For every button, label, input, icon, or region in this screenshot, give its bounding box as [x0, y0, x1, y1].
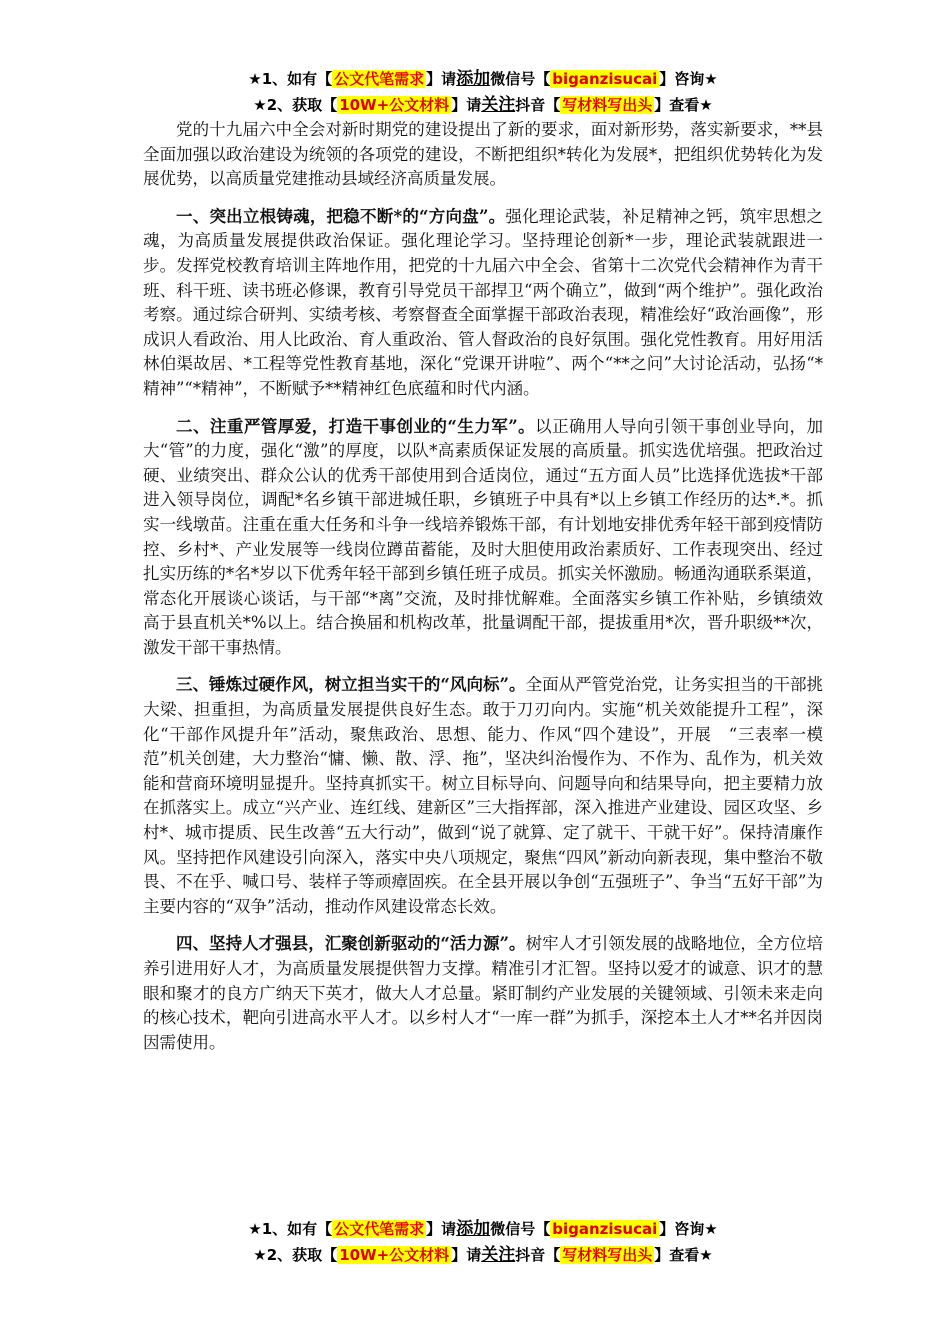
- promo-text: 】请: [426, 1220, 457, 1238]
- promo-highlight: 公文代笔需求: [334, 1220, 425, 1238]
- section-heading: 二、注重严管厚爱，打造干事创业的“生力军”。: [176, 416, 536, 436]
- section-heading: 三、锤炼过硬作风，树立担当实干的“风向标”。: [176, 675, 526, 695]
- promo-text: 】请: [451, 1246, 482, 1264]
- promo-text: 】咨询★: [659, 70, 718, 88]
- promo-text: ★2、获取【: [253, 96, 338, 114]
- promo-douyin-id: 写材料写出头: [562, 96, 653, 114]
- promo-line-2: [143, 92, 823, 118]
- promo-emphasis: 关注: [481, 1245, 516, 1265]
- promo-wechat-id: biganzisucai: [552, 70, 658, 88]
- section-body: 树牢人才引领发展的战略地位，全方位培养引进用好人才，为高质量发展提供智力支撑。精准引才汇智。坚持以爱才的诚意、识才的慧眼和聚才的良方广纳天下英才，做大人才总量。紧盯制约产业发展的关键领域、引领未来走向的核心技术，靶向引进高水平人才。以乡村人才“一库一群”为抓手，深挖本土人才**名并因岗因需使用。: [143, 934, 824, 1052]
- promo-emphasis: 添加: [456, 69, 491, 89]
- promo-text: ★1、如有【: [248, 70, 333, 88]
- promo-text: 】查看★: [654, 96, 713, 114]
- promo-text: 】请: [451, 96, 482, 114]
- promo-text: 】请: [426, 70, 457, 88]
- promo-text: 】查看★: [654, 1246, 713, 1264]
- promo-banner-bottom: [143, 1216, 823, 1268]
- promo-line-2: [143, 1242, 823, 1268]
- promo-text: ★1、如有【: [248, 1220, 333, 1238]
- section-body: 强化理论武装，补足精神之钙，筑牢思想之魂，为高质量发展提供政治保证。强化理论学习。坚持理论创新*一步，理论武装就跟进一步。发挥党校教育培训主阵地作用，把党的十九届六中全会、省第十二次党代会精神作为青干班、科干班、读书班必修课，教育引导党员干部捍卫“两个确立”，做到“两个维护”。强化政治考察。通过综合研判、实绩考核、考察督查全面掌握干部政治表现，精准绘好“政治画像”，形成识人看政治、用人比政治、育人重政治、管人督政治的良好氛围。强化党性教育。用好用活林伯渠故居、*工程等党性教育基地，深化“党课开讲啦”、两个“**之问”大讨论活动，弘扬“*精神”“*精神”，不断赋予**精神红色底蕴和时代内涵。: [143, 206, 823, 398]
- intro-paragraph: 党的十九届六中全会对新时期党的建设提出了新的要求，面对新形势，落实新要求，**县全面加强以政治建设为统领的各项党的建设，不断把组织*转化为发展*，把组织优势转化为发展优势，以高质量党建推动县域经济高质量发展。: [143, 120, 823, 189]
- section-heading: 四、坚持人才强县，汇聚创新驱动的“活力源”。: [176, 934, 526, 954]
- section-paragraph-2: [143, 415, 823, 661]
- section-paragraph-3: [143, 673, 823, 919]
- section-heading: 一、突出立根铸魂，把稳不断*的“方向盘”。: [176, 206, 506, 226]
- promo-text: 微信号【: [490, 1220, 551, 1238]
- promo-highlight: 10W+公文材料: [339, 96, 450, 114]
- promo-text: ★2、获取【: [253, 1246, 338, 1264]
- promo-banner-top: [143, 66, 823, 118]
- promo-line-1: [143, 1216, 823, 1242]
- promo-wechat-id: biganzisucai: [552, 1220, 658, 1238]
- section-paragraph-1: [143, 205, 823, 402]
- promo-highlight: 公文代笔需求: [334, 70, 425, 88]
- promo-line-1: [143, 66, 823, 92]
- section-body: 全面从严管党治党，让务实担当的干部挑大梁、担重担，为高质量发展提供良好生态。敢于刀刃向内。实施“机关效能提升工程”，深化“干部作风提升年”活动，聚焦政治、思想、能力、作风“四个建设”，开展 “三表率一模范”机关创建，大力整治“慵、懒、散、浮、拖”，坚决纠治慢作为、不作为、乱作为，机关效能和营商环境明显提升。坚持真抓实干。树立目标导向、问题导向和结果导向，把主要精力放在抓落实上。成立“兴产业、连红线、建新区”三大指挥部，深入推进产业建设、园区攻坚、乡村*、城市提质、民生改善“五大行动”，做到“说了就算、定了就干、干就干好”。保持清廉作风。坚持把作风建设引向深入，落实中央八项规定，聚焦“四风”新动向新表现，集中整治不敬畏、不在乎、喊口号、装样子等顽瘴固疾。在全县开展以争创“五强班子”、争当“五好干部”为主要内容的“双争”活动，推动作风建设常态长效。: [143, 675, 824, 916]
- promo-text: 抖音【: [515, 1246, 561, 1264]
- section-paragraph-4: [143, 932, 823, 1055]
- promo-douyin-id: 写材料写出头: [562, 1246, 653, 1264]
- promo-highlight: 10W+公文材料: [339, 1246, 450, 1264]
- promo-text: 微信号【: [490, 70, 551, 88]
- promo-emphasis: 关注: [481, 95, 516, 115]
- promo-emphasis: 添加: [456, 1219, 491, 1239]
- promo-text: 】咨询★: [659, 1220, 718, 1238]
- promo-text: 抖音【: [515, 96, 561, 114]
- section-body: 以正确用人导向引领干事创业导向，加大“管”的力度，强化“激”的厚度，以队*高素质保证发展的高质量。抓实选优培强。把政治过硬、业绩突出、群众公认的优秀干部使用到合适岗位，通过“五方面人员”比选择优选拔*干部进入领导岗位，调配*名乡镇干部进城任职，乡镇班子中具有*以上乡镇工作经历的达*.*。抓实一线墩苗。注重在重大任务和斗争一线培养锻炼干部，有计划地安排优秀年轻干部到疫情防控、乡村*、产业发展等一线岗位蹲苗蓄能，及时大胆使用政治素质好、工作表现突出、经过扎实历练的*名*岁以下优秀年轻干部到乡镇任班子成员。抓实关怀激励。畅通沟通联系渠道，常态化开展谈心谈话，与干部“*离”交流，及时排忧解难。全面落实乡镇工作补贴，乡镇绩效高于县直机关*%以上。结合换届和机构改革，批量调配干部，提拔重用*次，晋升职级**次，激发干部干事热情。: [143, 416, 823, 657]
- document-page: [143, 66, 823, 1055]
